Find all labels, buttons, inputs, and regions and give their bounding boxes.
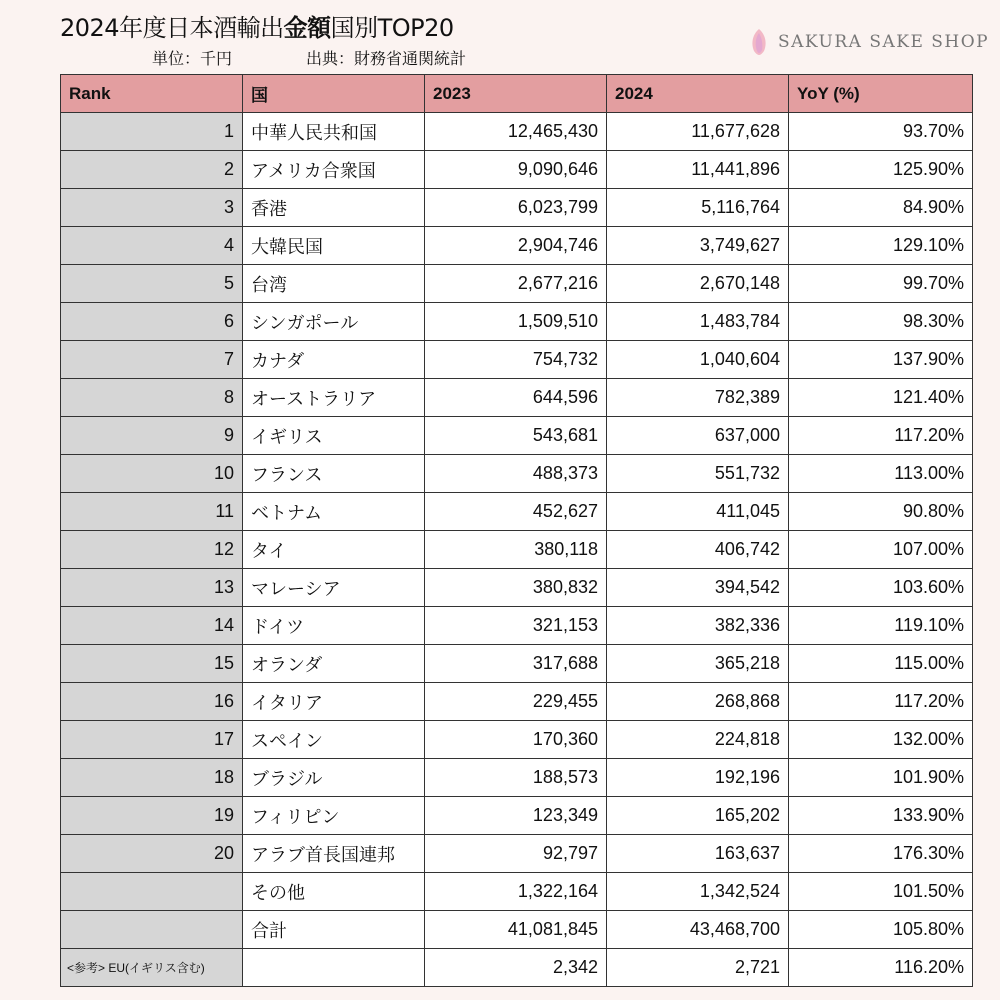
value-2024-cell: 1,342,524 bbox=[607, 873, 789, 911]
country-cell: カナダ bbox=[243, 341, 425, 379]
table-header-row bbox=[61, 75, 973, 113]
country-cell: ベトナム bbox=[243, 493, 425, 531]
title-highlight: 金額 bbox=[283, 14, 331, 42]
value-2024-cell: 3,749,627 bbox=[607, 227, 789, 265]
value-2024-cell: 11,677,628 bbox=[607, 113, 789, 151]
rank-cell: 18 bbox=[61, 759, 243, 797]
table-row bbox=[61, 303, 973, 341]
yoy-cell: 119.10% bbox=[789, 607, 973, 645]
table-row bbox=[61, 797, 973, 835]
yoy-cell: 98.30% bbox=[789, 303, 973, 341]
rank-cell bbox=[61, 911, 243, 949]
value-2023-cell: 9,090,646 bbox=[425, 151, 607, 189]
value-2023-cell: 488,373 bbox=[425, 455, 607, 493]
yoy-cell: 101.50% bbox=[789, 873, 973, 911]
country-cell: ブラジル bbox=[243, 759, 425, 797]
rank-cell: 5 bbox=[61, 265, 243, 303]
country-cell: イタリア bbox=[243, 683, 425, 721]
value-2024-cell: 1,483,784 bbox=[607, 303, 789, 341]
yoy-cell: 117.20% bbox=[789, 417, 973, 455]
yoy-cell: 93.70% bbox=[789, 113, 973, 151]
value-2024-cell: 1,040,604 bbox=[607, 341, 789, 379]
value-2024-cell: 2,721 bbox=[607, 949, 789, 987]
value-2023-cell: 92,797 bbox=[425, 835, 607, 873]
rank-cell: 9 bbox=[61, 417, 243, 455]
value-2023-cell: 41,081,845 bbox=[425, 911, 607, 949]
value-2023-cell: 6,023,799 bbox=[425, 189, 607, 227]
yoy-cell: 117.20% bbox=[789, 683, 973, 721]
rank-cell: 20 bbox=[61, 835, 243, 873]
country-cell bbox=[243, 949, 425, 987]
title-prefix: 2024年度日本酒輸出 bbox=[60, 14, 284, 42]
table-row bbox=[61, 493, 973, 531]
value-2024-cell: 165,202 bbox=[607, 797, 789, 835]
table-row bbox=[61, 873, 973, 911]
yoy-cell: 84.90% bbox=[789, 189, 973, 227]
yoy-cell: 125.90% bbox=[789, 151, 973, 189]
col-header-rank: Rank bbox=[61, 75, 243, 113]
rank-cell: 4 bbox=[61, 227, 243, 265]
col-header-country: 国 bbox=[243, 75, 425, 113]
table-row bbox=[61, 227, 973, 265]
yoy-cell: 121.40% bbox=[789, 379, 973, 417]
rank-cell: 14 bbox=[61, 607, 243, 645]
yoy-cell: 129.10% bbox=[789, 227, 973, 265]
rank-cell: 2 bbox=[61, 151, 243, 189]
value-2024-cell: 224,818 bbox=[607, 721, 789, 759]
table-body bbox=[61, 113, 973, 987]
page-title bbox=[60, 8, 454, 43]
value-2023-cell: 2,342 bbox=[425, 949, 607, 987]
table-row bbox=[61, 113, 973, 151]
value-2023-cell: 543,681 bbox=[425, 417, 607, 455]
value-2024-cell: 406,742 bbox=[607, 531, 789, 569]
yoy-cell: 116.20% bbox=[789, 949, 973, 987]
col-header-2024: 2024 bbox=[607, 75, 789, 113]
table-row bbox=[61, 379, 973, 417]
table-row bbox=[61, 455, 973, 493]
country-cell: アラブ首長国連邦 bbox=[243, 835, 425, 873]
country-cell: アメリカ合衆国 bbox=[243, 151, 425, 189]
country-cell: その他 bbox=[243, 873, 425, 911]
rank-cell: 19 bbox=[61, 797, 243, 835]
rank-cell: 8 bbox=[61, 379, 243, 417]
value-2024-cell: 2,670,148 bbox=[607, 265, 789, 303]
country-cell: 台湾 bbox=[243, 265, 425, 303]
sakura-petal-icon bbox=[748, 27, 770, 57]
table-row bbox=[61, 911, 973, 949]
table-row bbox=[61, 189, 973, 227]
table-row bbox=[61, 645, 973, 683]
col-header-2023: 2023 bbox=[425, 75, 607, 113]
value-2023-cell: 452,627 bbox=[425, 493, 607, 531]
value-2024-cell: 637,000 bbox=[607, 417, 789, 455]
value-2024-cell: 382,336 bbox=[607, 607, 789, 645]
value-2024-cell: 551,732 bbox=[607, 455, 789, 493]
yoy-cell: 133.90% bbox=[789, 797, 973, 835]
rank-cell: 13 bbox=[61, 569, 243, 607]
title-suffix: 国別TOP20 bbox=[330, 14, 454, 42]
unit-label: 単位：千円 bbox=[152, 49, 233, 68]
country-cell: 香港 bbox=[243, 189, 425, 227]
value-2023-cell: 123,349 bbox=[425, 797, 607, 835]
value-2024-cell: 43,468,700 bbox=[607, 911, 789, 949]
yoy-cell: 132.00% bbox=[789, 721, 973, 759]
table-row bbox=[61, 607, 973, 645]
country-cell: タイ bbox=[243, 531, 425, 569]
value-2023-cell: 188,573 bbox=[425, 759, 607, 797]
table-row bbox=[61, 151, 973, 189]
country-cell: オランダ bbox=[243, 645, 425, 683]
yoy-cell: 105.80% bbox=[789, 911, 973, 949]
value-2023-cell: 380,832 bbox=[425, 569, 607, 607]
yoy-cell: 115.00% bbox=[789, 645, 973, 683]
country-cell: 合計 bbox=[243, 911, 425, 949]
rank-cell: 1 bbox=[61, 113, 243, 151]
value-2023-cell: 12,465,430 bbox=[425, 113, 607, 151]
col-header-yoy: YoY (%) bbox=[789, 75, 973, 113]
country-cell: イギリス bbox=[243, 417, 425, 455]
value-2024-cell: 192,196 bbox=[607, 759, 789, 797]
value-2023-cell: 321,153 bbox=[425, 607, 607, 645]
value-2024-cell: 5,116,764 bbox=[607, 189, 789, 227]
value-2024-cell: 411,045 bbox=[607, 493, 789, 531]
value-2024-cell: 163,637 bbox=[607, 835, 789, 873]
table-row bbox=[61, 569, 973, 607]
rank-cell: 15 bbox=[61, 645, 243, 683]
rank-cell: 3 bbox=[61, 189, 243, 227]
rank-cell: 17 bbox=[61, 721, 243, 759]
value-2023-cell: 644,596 bbox=[425, 379, 607, 417]
value-2023-cell: 229,455 bbox=[425, 683, 607, 721]
rank-cell: 6 bbox=[61, 303, 243, 341]
country-cell: シンガポール bbox=[243, 303, 425, 341]
yoy-cell: 99.70% bbox=[789, 265, 973, 303]
reference-row bbox=[61, 949, 973, 987]
country-cell: オーストラリア bbox=[243, 379, 425, 417]
table-row bbox=[61, 265, 973, 303]
country-cell: マレーシア bbox=[243, 569, 425, 607]
value-2023-cell: 317,688 bbox=[425, 645, 607, 683]
yoy-cell: 107.00% bbox=[789, 531, 973, 569]
yoy-cell: 90.80% bbox=[789, 493, 973, 531]
value-2023-cell: 2,904,746 bbox=[425, 227, 607, 265]
rank-cell: 10 bbox=[61, 455, 243, 493]
yoy-cell: 113.00% bbox=[789, 455, 973, 493]
table-row bbox=[61, 531, 973, 569]
value-2023-cell: 380,118 bbox=[425, 531, 607, 569]
table-row bbox=[61, 759, 973, 797]
brand-name: SAKURA SAKE SHOP bbox=[778, 32, 990, 52]
value-2023-cell: 170,360 bbox=[425, 721, 607, 759]
country-cell: ドイツ bbox=[243, 607, 425, 645]
export-table bbox=[60, 74, 973, 987]
rank-cell: 11 bbox=[61, 493, 243, 531]
rank-cell: 12 bbox=[61, 531, 243, 569]
value-2023-cell: 754,732 bbox=[425, 341, 607, 379]
country-cell: 大韓民国 bbox=[243, 227, 425, 265]
value-2023-cell: 2,677,216 bbox=[425, 265, 607, 303]
country-cell: フランス bbox=[243, 455, 425, 493]
value-2023-cell: 1,509,510 bbox=[425, 303, 607, 341]
table-row bbox=[61, 341, 973, 379]
source-label: 出典：財務省通関統計 bbox=[306, 49, 467, 68]
brand-logo bbox=[748, 26, 989, 58]
yoy-cell: 137.90% bbox=[789, 341, 973, 379]
value-2024-cell: 268,868 bbox=[607, 683, 789, 721]
rank-cell: 16 bbox=[61, 683, 243, 721]
value-2024-cell: 394,542 bbox=[607, 569, 789, 607]
value-2024-cell: 365,218 bbox=[607, 645, 789, 683]
country-cell: 中華人民共和国 bbox=[243, 113, 425, 151]
country-cell: フィリピン bbox=[243, 797, 425, 835]
value-2023-cell: 1,322,164 bbox=[425, 873, 607, 911]
reference-label-cell: <参考> EU(イギリス含む) bbox=[61, 949, 243, 987]
rank-cell: 7 bbox=[61, 341, 243, 379]
country-cell: スペイン bbox=[243, 721, 425, 759]
table-row bbox=[61, 417, 973, 455]
table-row bbox=[61, 683, 973, 721]
value-2024-cell: 782,389 bbox=[607, 379, 789, 417]
value-2024-cell: 11,441,896 bbox=[607, 151, 789, 189]
yoy-cell: 103.60% bbox=[789, 569, 973, 607]
table-row bbox=[61, 721, 973, 759]
rank-cell bbox=[61, 873, 243, 911]
yoy-cell: 176.30% bbox=[789, 835, 973, 873]
table-row bbox=[61, 835, 973, 873]
yoy-cell: 101.90% bbox=[789, 759, 973, 797]
